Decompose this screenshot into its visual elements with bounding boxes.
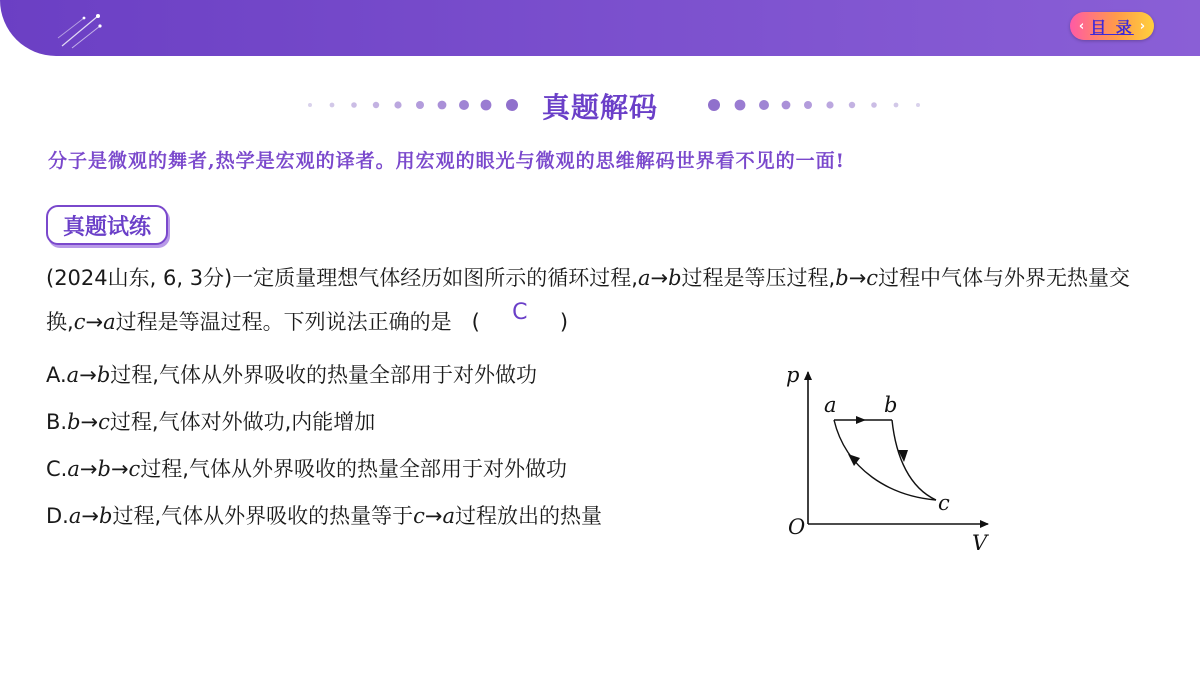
pv-diagram xyxy=(780,358,1005,558)
process-bc-curve xyxy=(892,420,936,500)
toc-button[interactable] xyxy=(1070,12,1154,40)
options-list xyxy=(46,352,602,540)
option-a[interactable]: A.a→b过程,气体从外界吸收的热量全部用于对外做功 xyxy=(46,363,537,387)
arrow-ab-icon xyxy=(856,416,866,424)
point-c-label: c xyxy=(938,491,950,515)
option-b[interactable]: B.b→c过程,气体对外做功,内能增加 xyxy=(46,410,376,434)
bracket-close: ) xyxy=(559,310,569,334)
process-ca-curve xyxy=(834,420,936,500)
chevron-left-icon: ‹ xyxy=(1078,18,1085,34)
option-d[interactable]: D.a→b过程,气体从外界吸收的热量等于c→a过程放出的热量 xyxy=(46,504,603,528)
practice-badge: 真题试练 xyxy=(46,205,168,245)
question-stem: (2024山东, 6, 3分)一定质量理想气体经历如图所示的循环过程,a→b过程是等压过程,b→c过程中气体与外界无热量交换,c→a过程是等温过程。下列说法正确的是 ( C ) xyxy=(46,266,1131,334)
answer-text: C xyxy=(512,300,528,325)
point-a-label: a xyxy=(824,393,837,417)
header-banner xyxy=(0,0,1200,56)
chevron-right-icon: › xyxy=(1139,18,1146,34)
section-title-row xyxy=(0,82,1200,128)
question-source: (2024山东, 6, 3分) xyxy=(46,266,233,290)
shooting-stars-icon xyxy=(54,10,114,50)
dots-right-decoration xyxy=(700,82,1000,128)
v-axis-label: V xyxy=(972,531,988,555)
bracket-open: ( xyxy=(471,310,480,334)
point-b-label: b xyxy=(884,393,898,417)
section-title: 真题解码 xyxy=(541,91,658,124)
motto-text: 分子是微观的舞者,热学是宏观的译者。用宏观的眼光与微观的思维解码世界看不见的一面! xyxy=(48,150,845,172)
p-axis-label: p xyxy=(786,363,800,387)
origin-label: O xyxy=(788,515,806,539)
option-c[interactable]: C.a→b→c过程,气体从外界吸收的热量全部用于对外做功 xyxy=(46,457,567,481)
toc-label[interactable]: 目 录 xyxy=(1090,17,1134,37)
